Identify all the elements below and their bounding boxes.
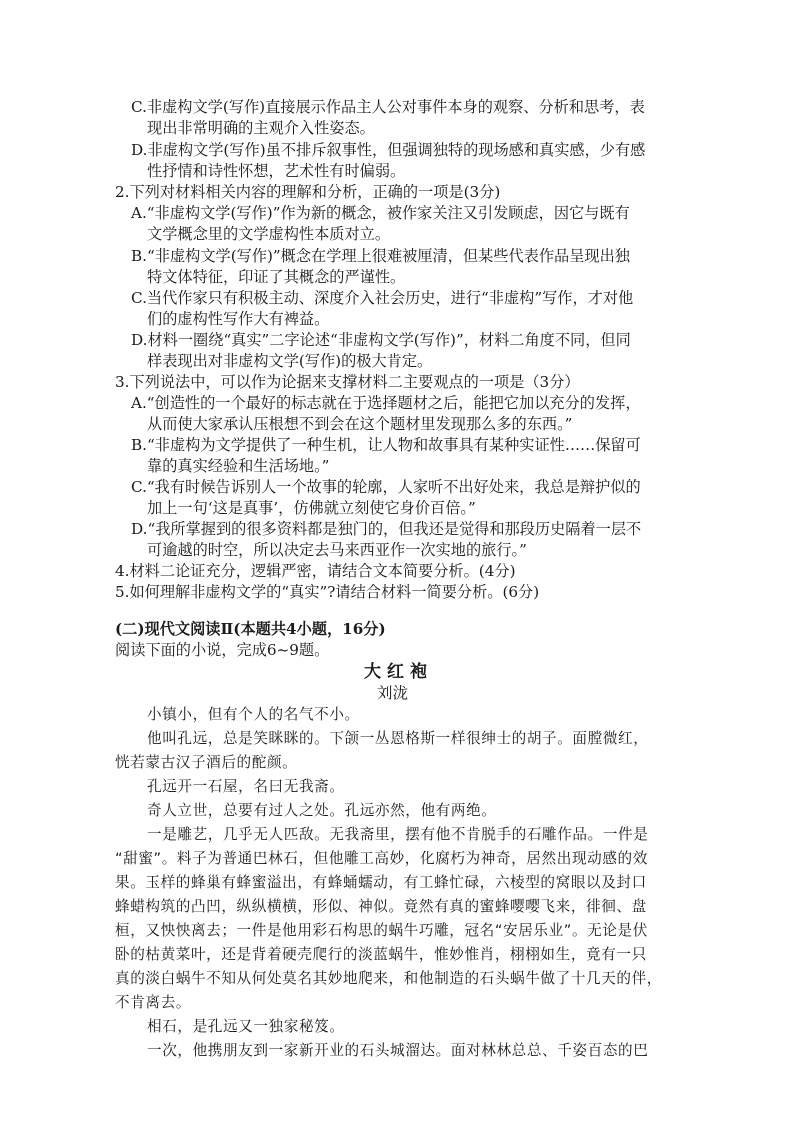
q3-option-b-line2: 靠的真实经验和生活场地。” [147, 457, 330, 475]
story-title: 大红袍 [364, 662, 433, 682]
q3-option-d-line2: 可逾越的时空，所以决定去马来西亚作一次实地的旅行。” [147, 541, 527, 559]
q2-option-b-line1: B.“非虚构文学(写作)”概念在学理上很难被厘清，但某些代表作品呈现出独 [131, 247, 630, 265]
story-paragraph-continued: 恍若蒙古汉子酒后的酡颜。 [115, 754, 298, 771]
q2-option-b-line2: 特文体特征，印证了其概念的严谨性。 [147, 268, 406, 286]
story-paragraph-continued: 不肯离去。 [115, 994, 191, 1011]
story-paragraph: 相石，是孔远又一独家秘笈。 [147, 1018, 345, 1035]
q2-option-d-line2: 样表现出对非虚构文学(写作)的极大肯定。 [147, 352, 433, 370]
story-paragraph-continued: 桓，又怏怏离去；一件是他用彩石构思的蜗牛巧雕，冠名“安居乐业”。无论是伏 [115, 922, 648, 939]
story-paragraph-continued: 卧的枯黄菜叶，还是背着硬壳爬行的淡蓝蜗牛，惟妙惟肖，栩栩如生，竟有一只 [115, 946, 647, 963]
q3-option-b-line1: B.“非虚构为文学提供了一种生机，让人物和故事具有某种实证性……保留可 [131, 436, 641, 454]
story-paragraph: 他叫孔远，总是笑眯眯的。下颌一丛恩格斯一样很绅士的胡子。面膛微红， [147, 730, 649, 747]
section-heading: (二)现代文阅读Ⅱ(本题共4小题，16分) [115, 620, 386, 638]
q2-stem: 2.下列对材料相关内容的理解和分析，正确的一项是(3分) [115, 183, 501, 201]
story-paragraph: 奇人立世，总要有过人之处。孔远亦然，他有两绝。 [147, 802, 497, 819]
q2-option-c-line2: 们的虚构性写作大有裨益。 [147, 310, 330, 328]
story-paragraph: 小镇小，但有个人的名气不小。 [147, 706, 360, 723]
story-paragraph-continued: “甜蜜”。料子为普通巴林石，但他雕工高妙，化腐朽为神奇，居然出现动感的效 [115, 850, 648, 867]
q4-stem: 4.材料二论证充分，逻辑严密，请结合文本简要分析。(4分) [115, 562, 516, 580]
q2-option-a-line1: A.“非虚构文学(写作)”作为新的概念，被作家关注又引发顾虑，因它与既有 [131, 204, 630, 222]
q3-option-c-line1: C.“我有时候告诉别人一个故事的轮廓，人家听不出好处来，我总是辩护似的 [131, 478, 641, 496]
q3-option-d-line1: D.“我所掌握到的很多资料都是独门的，但我还是觉得和那段历史隔着一层不 [131, 520, 642, 538]
q3-option-c-line2: 加上一句‘这是真事’，仿佛就立刻使它身价百倍。” [147, 499, 476, 517]
story-paragraph-continued: 真的淡白蜗牛不知从何处莫名其妙地爬来，和他制造的石头蜗牛做了十几天的伴， [115, 970, 662, 987]
q2-option-c-line1: C.当代作家只有积极主动、深度介入社会历史，进行“非虚构”写作，才对他 [131, 289, 634, 307]
story-paragraph: 一次，他携朋友到一家新开业的石头城溜达。面对林林总总、千姿百态的巴 [147, 1042, 649, 1059]
q1-option-c-line2: 现出非常明确的主观介入性姿态。 [147, 119, 375, 137]
q3-option-a-line2: 从而使大家承认压根想不到会在这个题材里发现那么多的东西。” [147, 415, 573, 433]
section-instruction: 阅读下面的小说，完成6~9题。 [115, 641, 330, 659]
story-paragraph: 孔远开一石屋，名曰无我斋。 [147, 778, 345, 795]
q3-option-a-line1: A.“创造性的一个最好的标志就在于选择题材之后，能把它加以充分的发挥， [131, 394, 641, 412]
story-paragraph-continued: 蜂蜡构筑的凸凹，纵纵横横，形似、神似。竟然有真的蜜蜂嘤嘤飞来，徘徊、盘 [115, 898, 647, 915]
q2-option-a-line2: 文学概念里的文学虚构性本质对立。 [147, 225, 390, 243]
q1-option-c-line1: C.非虚构文学(写作)直接展示作品主人公对事件本身的观察、分析和思考，表 [131, 98, 645, 116]
q5-stem: 5.如何理解非虚构文学的“真实”?请结合材料一简要分析。(6分) [115, 583, 540, 601]
story-paragraph-continued: 果。玉样的蜂巢有蜂蜜溢出，有蜂蛹蠕动，有工蜂忙碌，六棱型的窝眼以及封口 [115, 874, 647, 891]
story-paragraph: 一是雕艺，几乎无人匹敌。无我斋里，摆有他不肯脱手的石雕作品。一件是 [147, 826, 649, 843]
q1-option-d-line2: 性抒情和诗性怀想，艺术性有时偏弱。 [147, 162, 406, 180]
story-author: 刘泷 [377, 684, 409, 702]
q1-option-d-line1: D.非虚构文学(写作)虽不排斥叙事性，但强调独特的现场感和真实感，少有感 [131, 141, 646, 159]
q3-stem: 3.下列说法中，可以作为论据来支撑材料二主要观点的一项是（3分） [115, 373, 580, 391]
q2-option-d-line1: D.材料一圈绕“真实”二字论述“非虚构文学(写作)”，材料二角度不同，但同 [131, 331, 631, 349]
